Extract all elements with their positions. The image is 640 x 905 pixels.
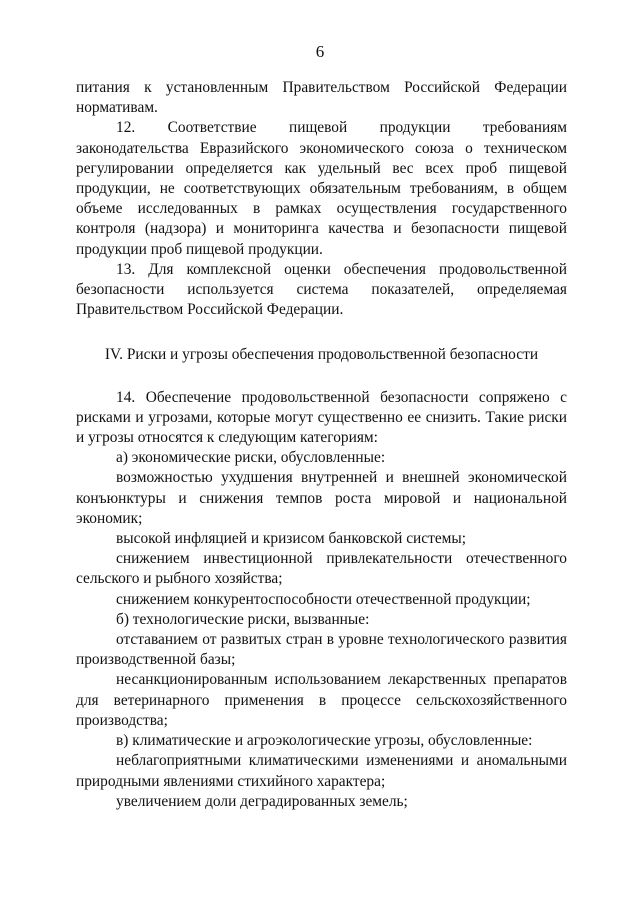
document-body <box>76 78 567 812</box>
list-subitem-a-2: высокой инфляцией и кризисом банковской системы; <box>116 530 467 548</box>
list-subitem-b-2: несанкционированным использованием лекарственных препаратов для ветеринарного применения в процессе сельскохозяйственного производства; <box>76 671 567 729</box>
paragraph-13: 13. Для комплексной оценки обеспечения продовольственной безопасности используется система показателей, определяемая Правительством Российской Федерации. <box>76 260 567 319</box>
section-heading: IV. Риски и угрозы обеспечения продовольственной безопасности <box>104 346 539 364</box>
list-item-b: б) технологические риски, вызванные: <box>116 610 370 628</box>
paragraph-14: 14. Обеспечение продовольственной безопасности сопряжено с рисками и угрозами, которые могут существенно ее снизить. Такие риски и угрозы относятся к следующим категориям: <box>76 388 567 447</box>
paragraph-continuation: питания к установленным Правительством Российской Федерации нормативам. <box>76 79 567 117</box>
list-subitem-a-4: снижением конкурентоспособности отечественной продукции; <box>116 590 531 608</box>
list-subitem-a-1: возможностью ухудшения внутренней и внешней экономической конъюнктуры и снижения темпов роста мировой и национальной экономик; <box>76 469 567 527</box>
list-item-a: а) экономические риски, обусловленные: <box>116 449 386 467</box>
list-subitem-b-1: отставанием от развитых стран в уровне технологического развития производственной базы; <box>76 631 567 669</box>
list-subitem-v-1: неблагоприятными климатическими изменениями и аномальными природными явлениями стихийного характера; <box>76 752 567 790</box>
list-subitem-v-2: увеличением доли деградированных земель; <box>116 792 408 810</box>
page-number: 6 <box>315 42 325 61</box>
list-subitem-a-3: снижением инвестиционной привлекательности отечественного сельского и рыбного хозяйства; <box>76 550 567 588</box>
paragraph-12: 12. Соответствие пищевой продукции требованиям законодательства Евразийского экономического союза о техническом регулировании определяется как удельный вес всех проб пищевой продукции, не соответствующих обязательным требованиям, в общем объеме исследованных в рамках осуществления государственного контроля (надзора) и мониторинга качества и безопасности пищевой продукции проб пищевой продукции. <box>76 119 567 258</box>
list-item-v: в) климатические и агроэкологические угрозы, обусловленные: <box>116 732 533 750</box>
